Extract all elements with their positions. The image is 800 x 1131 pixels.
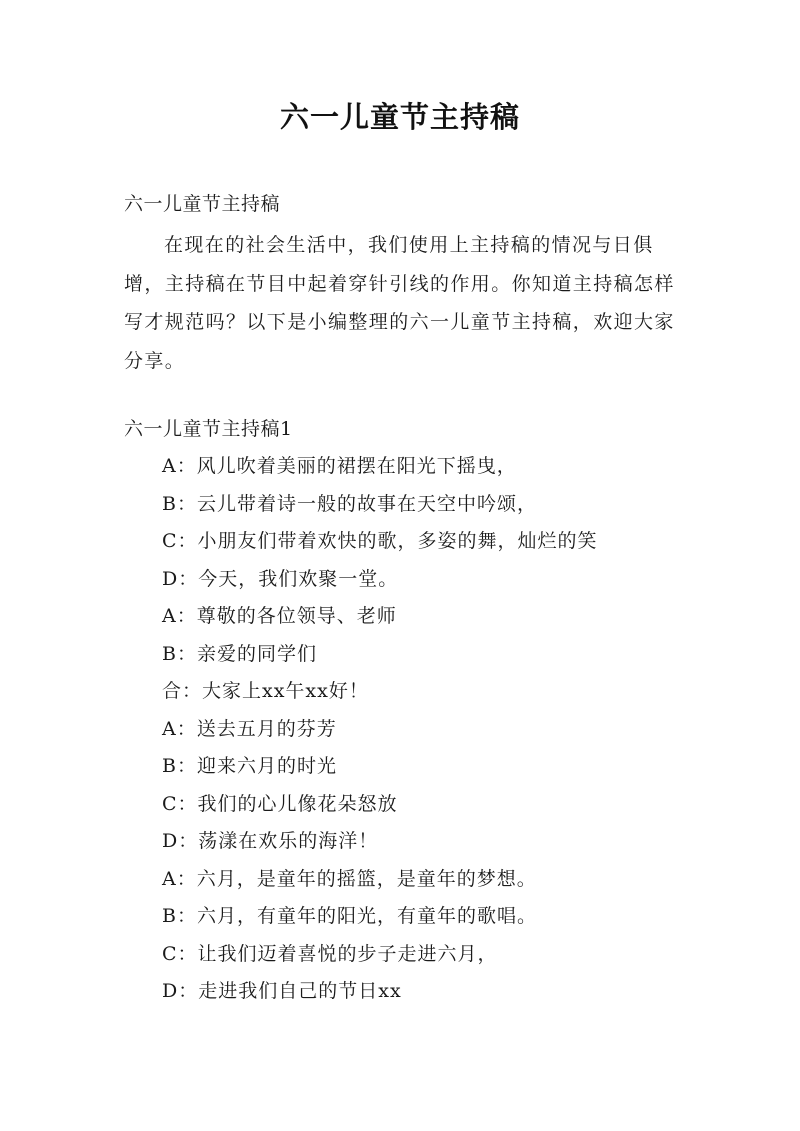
section-heading: 六一儿童节主持稿1 [124, 418, 293, 440]
script-line: 合：大家上xx午xx好！ [162, 680, 369, 702]
script-line: A：尊敬的各位领导、老师 [162, 605, 397, 627]
script-line: D：今天，我们欢聚一堂。 [162, 567, 399, 590]
script-line: C：我们的心儿像花朵怒放 [162, 792, 398, 815]
script-line: C：让我们迈着喜悦的步子走进六月， [162, 942, 498, 965]
document-subtitle: 六一儿童节主持稿 [124, 193, 281, 215]
script-line: B：迎来六月的时光 [162, 755, 337, 777]
script-line: A：送去五月的芬芳 [162, 717, 337, 740]
script-line: D：荡漾在欢乐的海洋！ [162, 830, 379, 852]
script-line: D：走进我们自己的节日xx [162, 980, 402, 1002]
document-title: 六一儿童节主持稿 [279, 100, 520, 134]
script-line: A：风儿吹着美丽的裙摆在阳光下摇曳， [162, 455, 517, 477]
script-line: B：六月，有童年的阳光，有童年的歌唱。 [162, 905, 537, 927]
script-line: A：六月，是童年的摇篮，是童年的梦想。 [162, 867, 537, 890]
script-line: B：亲爱的同学们 [162, 642, 317, 665]
script-line: B：云儿带着诗一般的故事在天空中吟颂， [162, 492, 537, 515]
script-line: C：小朋友们带着欢快的歌，多姿的舞，灿烂的笑 [162, 530, 598, 552]
script-lines [162, 452, 598, 1015]
intro-paragraph: 在现在的社会生活中，我们使用上主持稿的情况与日俱增，主持稿在节目中起着穿针引线的作用。你知道主持稿怎样写才规范吗？以下是小编整理的六一儿童节主持稿，欢迎大家分享。 [124, 234, 675, 372]
